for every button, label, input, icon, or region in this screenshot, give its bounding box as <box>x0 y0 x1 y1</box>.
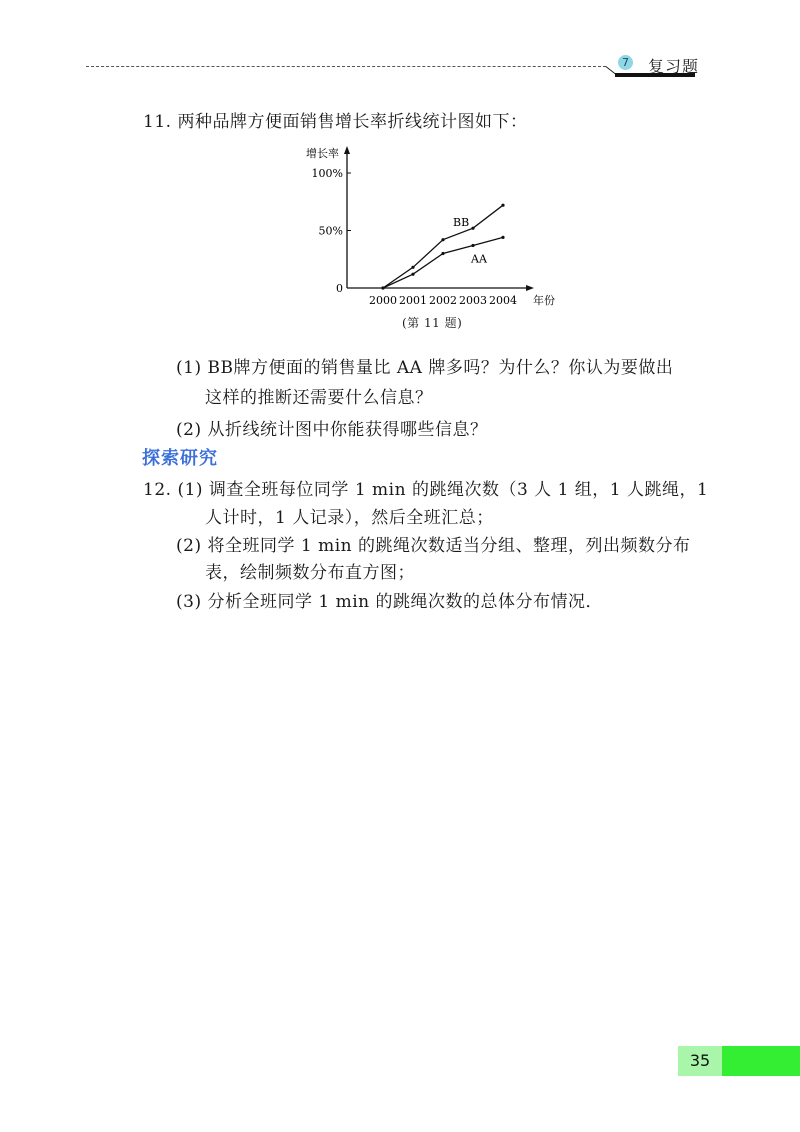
x-tick-label: 2002 <box>429 294 457 307</box>
y-axis-title: 增长率 <box>306 147 339 160</box>
question-11-part-1-line-1: (1) BB牌方便面的销售量比 AA 牌多吗？为什么？你认为要做出 <box>176 358 674 378</box>
chart-svg <box>290 140 590 340</box>
x-tick-label: 2000 <box>369 294 397 307</box>
question-11-part-2: (2) 从折线统计图中你能获得哪些信息？ <box>176 420 488 440</box>
x-tick-label: 2001 <box>399 294 427 307</box>
question-11-intro: 11. 两种品牌方便面销售增长率折线统计图如下： <box>143 112 528 132</box>
growth-rate-line-chart <box>290 140 590 340</box>
question-12-line-1: 12. (1) 调查全班每位同学 1 min 的跳绳次数（3 人 1 组，1 人跳绳，1 <box>143 480 709 500</box>
x-tick-label: 2003 <box>459 294 487 307</box>
data-point-BB <box>501 204 504 207</box>
y-axis-arrow <box>344 146 350 154</box>
y-tick-label: 100% <box>311 167 343 180</box>
page-number: 35 <box>678 1046 722 1076</box>
data-point-AA <box>501 236 504 239</box>
data-point-BB <box>411 266 414 269</box>
question-12-line-4: 表，绘制频数分布直方图； <box>205 563 415 583</box>
series-label-AA: AA <box>471 252 487 266</box>
section-title: 探索研究 <box>142 448 218 469</box>
data-point-AA <box>441 252 444 255</box>
x-axis-title: 年份 <box>533 294 555 307</box>
y-tick-label: 50% <box>318 224 343 238</box>
x-tick-label: 2004 <box>489 294 517 307</box>
header-dashed-rule <box>86 66 606 67</box>
data-point-AA <box>471 244 474 247</box>
question-11-part-1-line-2: 这样的推断还需要什么信息？ <box>205 388 433 408</box>
data-point-BB <box>471 227 474 230</box>
chapter-header-title: 复习题 <box>648 57 700 76</box>
question-12-line-2: 人计时，1 人记录），然后全班汇总； <box>205 508 494 528</box>
series-label-BB: BB <box>453 215 470 229</box>
question-12-line-5: (3) 分析全班同学 1 min 的跳绳次数的总体分布情况． <box>176 592 604 612</box>
data-point-AA <box>381 286 384 289</box>
data-point-BB <box>441 238 444 241</box>
series-line-BB <box>383 205 503 288</box>
y-tick-label: 0 <box>336 282 343 295</box>
figure-caption: (第 11 题) <box>402 316 463 330</box>
data-point-AA <box>411 273 414 276</box>
chapter-number-badge: 7 <box>618 55 633 70</box>
question-12-line-3: (2) 将全班同学 1 min 的跳绳次数适当分组、整理，列出频数分布 <box>176 536 691 556</box>
x-axis-arrow <box>526 285 534 291</box>
